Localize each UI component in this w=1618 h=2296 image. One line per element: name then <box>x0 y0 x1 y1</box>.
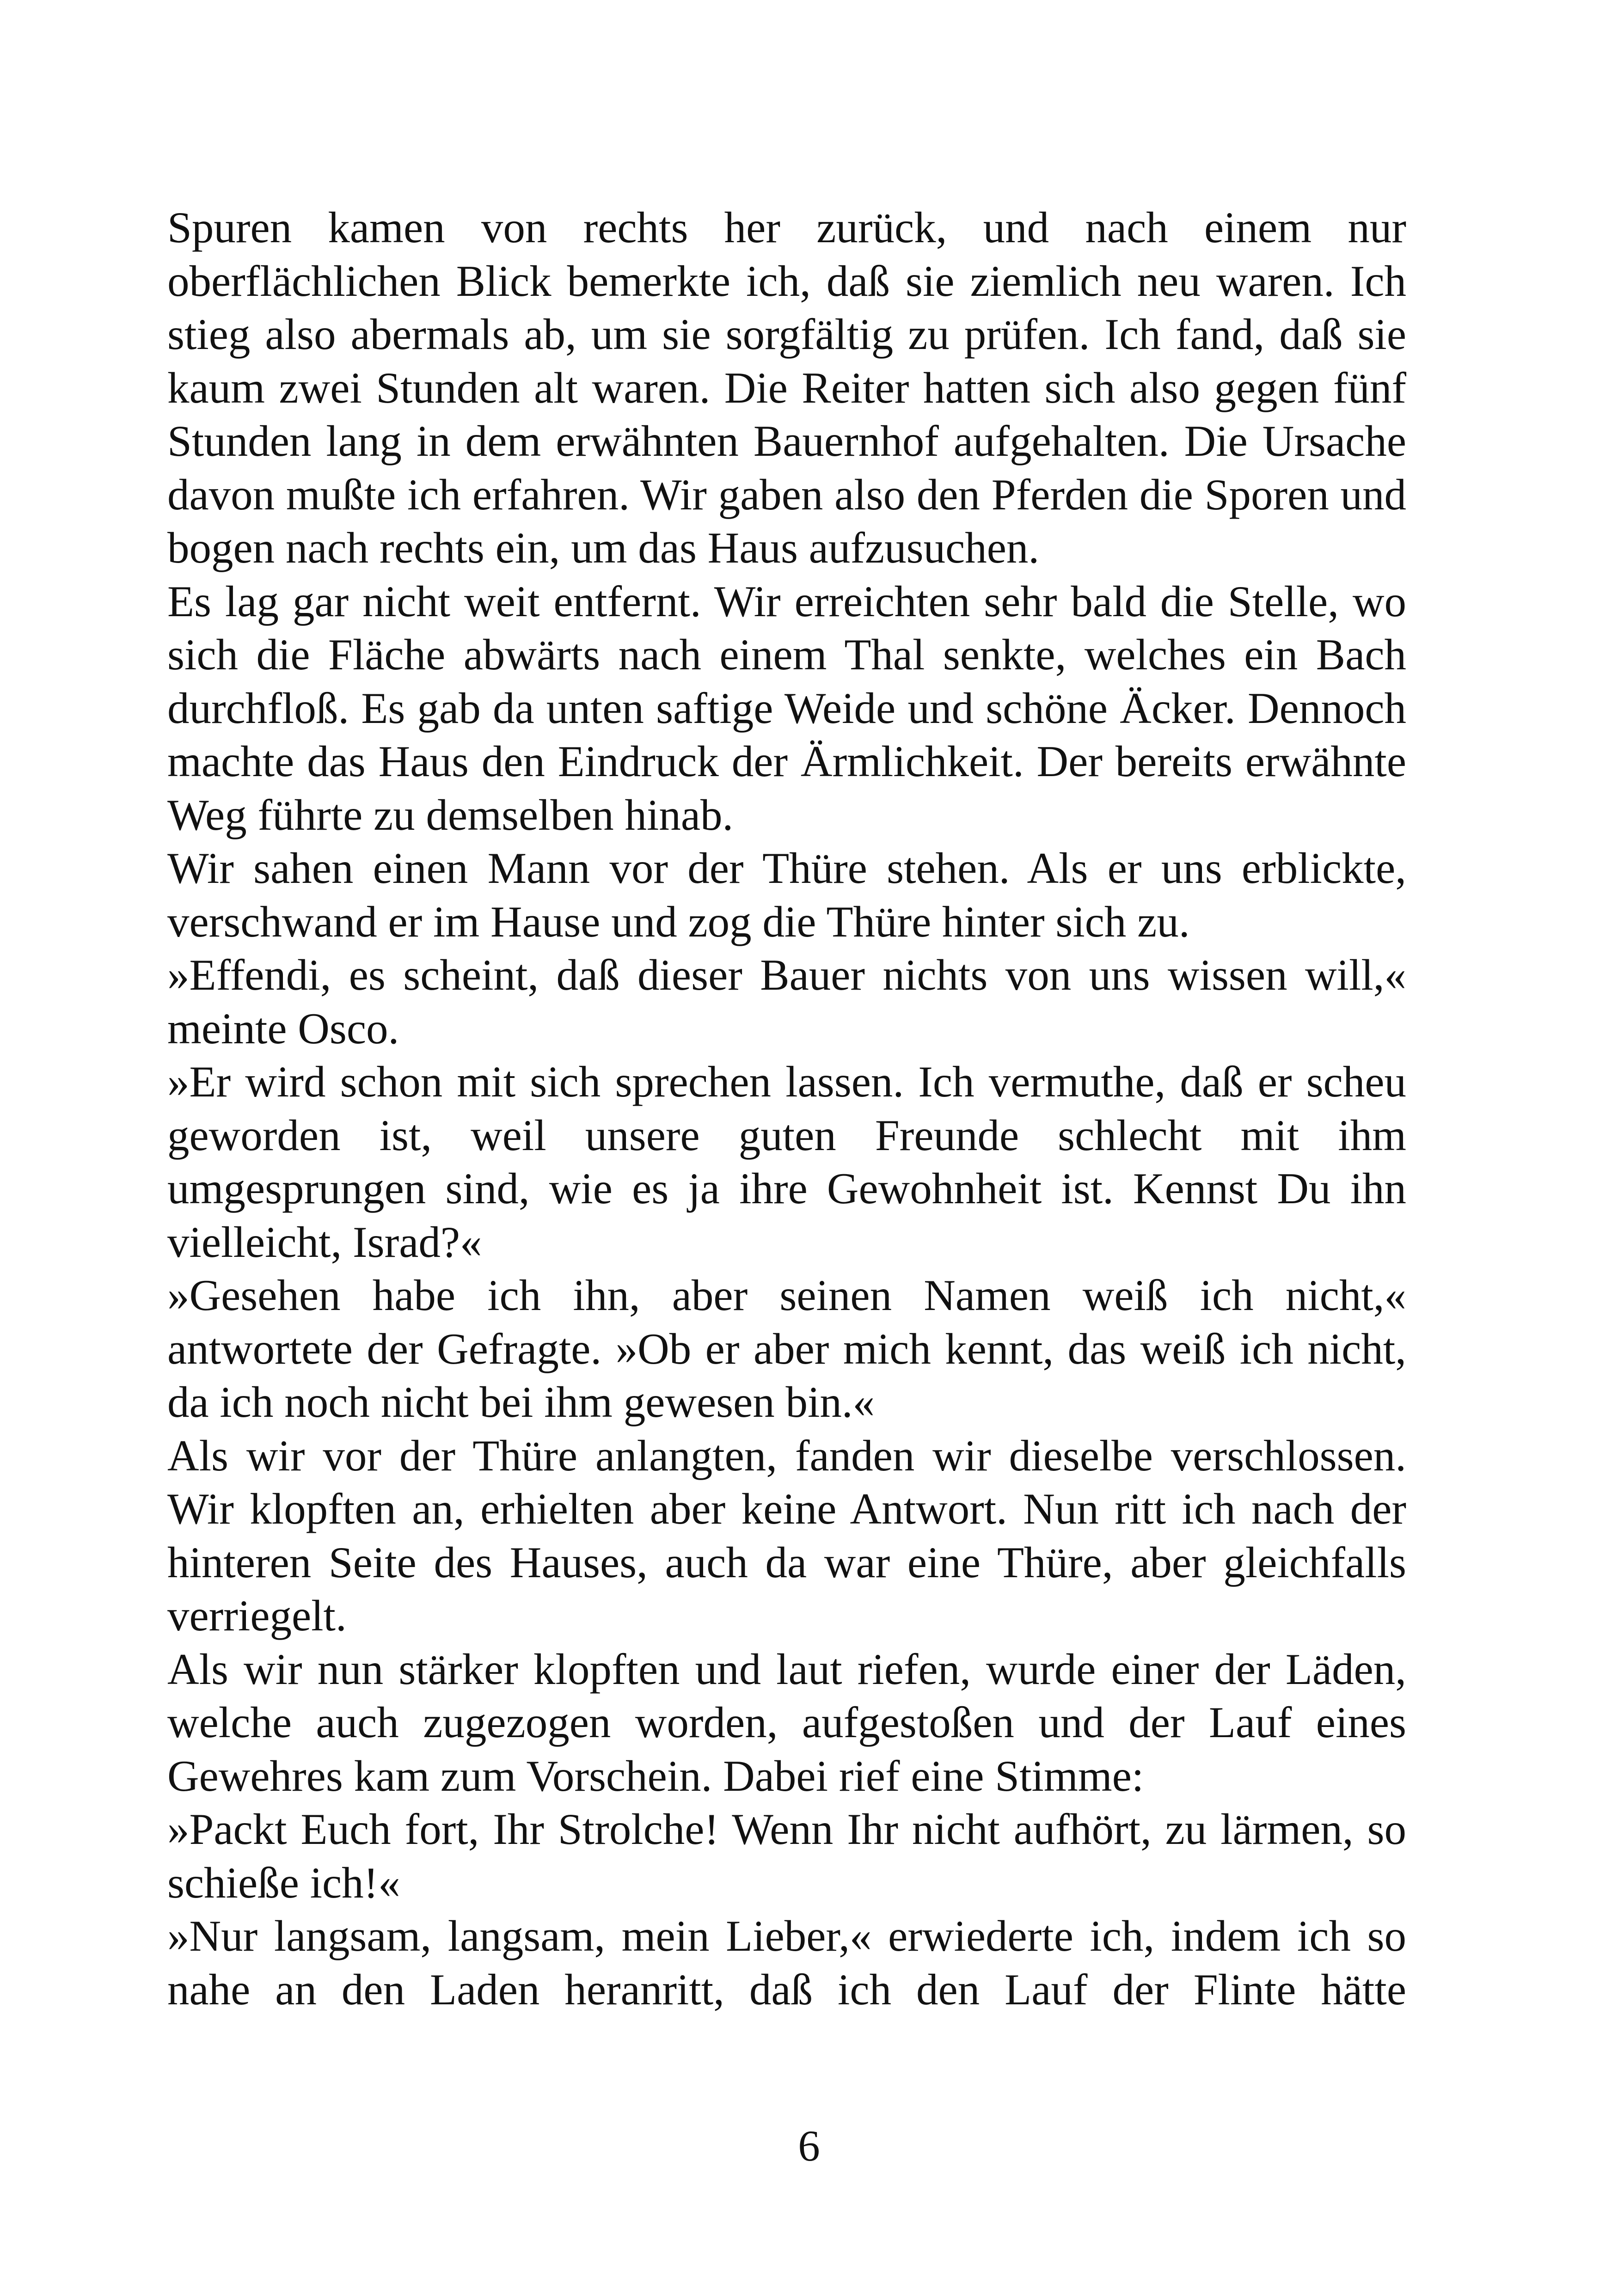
paragraph: »Packt Euch fort, Ihr Strolche! Wenn Ihr nicht aufhört, zu lärmen, so schieße ich!« <box>167 1805 1406 1907</box>
paragraph: Es lag gar nicht weit entfernt. Wir erreichten sehr bald die Stelle, wo sich die Fläche abwärts nach einem Thal senkte, welches ein Bach durchfloß. Es gab da unten saftige Weide und schöne Äcker. Dennoch machte das Haus den Eindruck der Ärmlichkeit. Der bereits erwähnte Weg führte zu demselben hinab. <box>167 576 1406 839</box>
paragraph: Wir sahen einen Mann vor der Thüre stehen. Als er uns erblickte, verschwand er im Hause und zog die Thüre hinter sich zu. <box>167 844 1406 946</box>
body-text <box>167 201 1406 2016</box>
paragraph: Als wir vor der Thüre anlangten, fanden wir dieselbe verschlossen. Wir klopften an, erhielten aber keine Antwort. Nun ritt ich nach der hinteren Seite des Hauses, auch da war eine Thüre, aber gleichfalls verriegelt. <box>167 1431 1406 1640</box>
paragraph: »Er wird schon mit sich sprechen lassen. Ich vermuthe, daß er scheu geworden ist, weil unsere guten Freunde schlecht mit ihm umgesprungen sind, wie es ja ihre Gewohnheit ist. Kennst Du ihn vielleicht, Israd?« <box>167 1057 1406 1267</box>
page-number: 6 <box>798 2121 820 2170</box>
paragraph: »Nur langsam, langsam, mein Lieber,« erwiederte ich, indem ich so nahe an den Laden heranritt, daß ich den Lauf der Flinte hätte <box>167 1911 1406 2014</box>
paragraph: »Effendi, es scheint, daß dieser Bauer nichts von uns wissen will,« meinte Osco. <box>167 950 1406 1053</box>
paragraph: Spuren kamen von rechts her zurück, und nach einem nur oberflächlichen Blick bemerkte ich, daß sie ziemlich neu waren. Ich stieg also abermals ab, um sie sorgfältig zu prüfen. Ich fand, daß sie kaum zwei Stunden alt waren. Die Reiter hatten sich also gegen fünf Stunden lang in dem erwähnten Bauernhof aufgehalten. Die Ursache davon mußte ich erfahren. Wir gaben also den Pferden die Sporen und bogen nach rechts ein, um das Haus aufzusuchen. <box>167 203 1406 572</box>
paragraph: »Gesehen habe ich ihn, aber seinen Namen weiß ich nicht,« antwortete der Gefragte. »Ob er aber mich kennt, das weiß ich nicht, da ich noch nicht bei ihm gewesen bin.« <box>167 1271 1406 1427</box>
paragraph: Als wir nun stärker klopften und laut riefen, wurde einer der Läden, welche auch zugezogen worden, aufgestoßen und der Lauf eines Gewehres kam zum Vorschein. Dabei rief eine Stimme: <box>167 1644 1406 1800</box>
